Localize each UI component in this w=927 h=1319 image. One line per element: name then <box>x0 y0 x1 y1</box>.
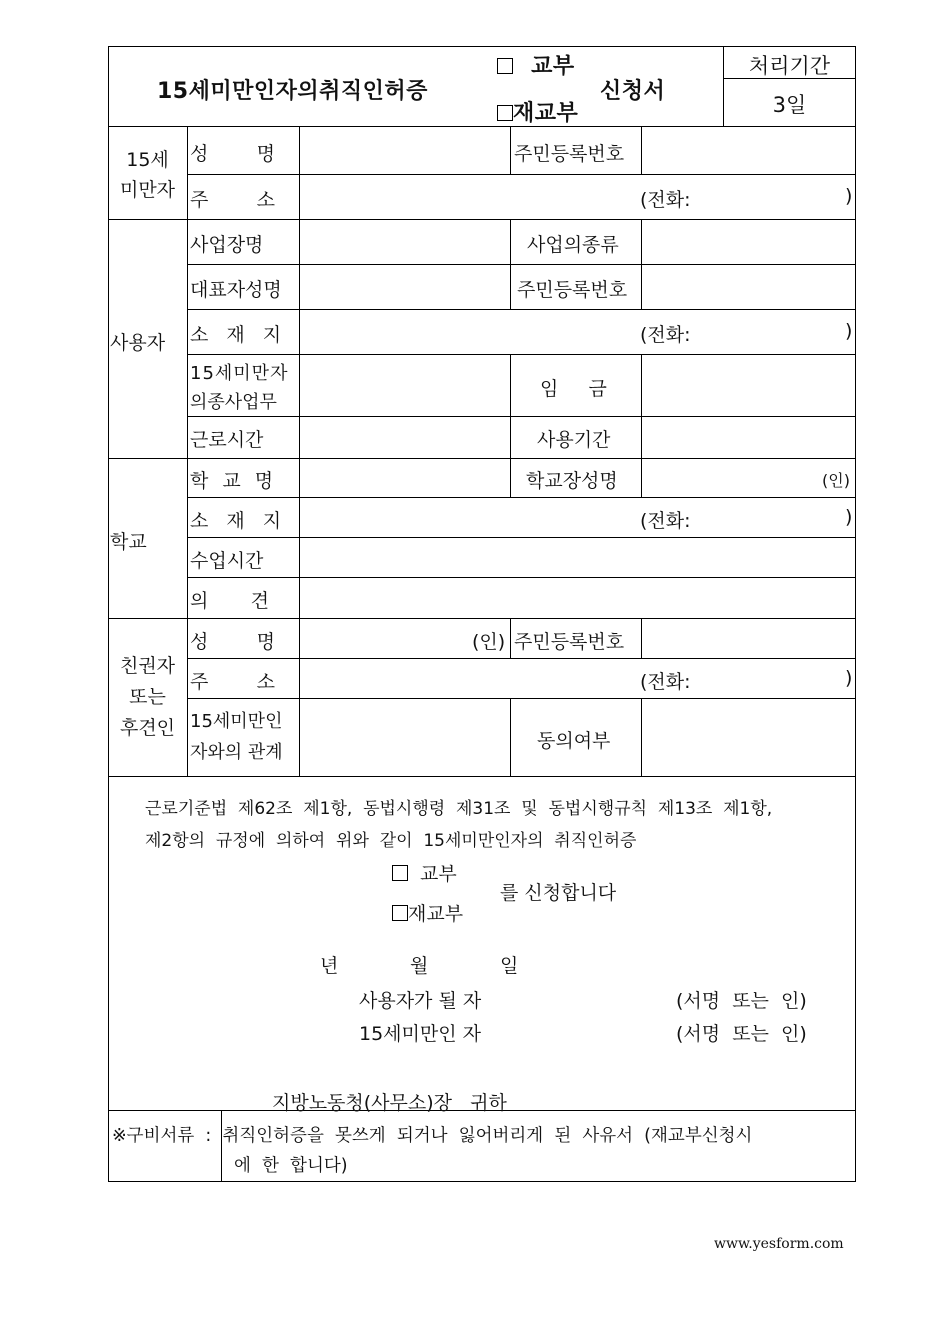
guardian-name-label: 성 명 <box>190 631 276 653</box>
form-title-suffix: 신청서 <box>600 79 666 104</box>
guardian-phone-label: (전화: <box>640 671 691 693</box>
guardian-group-line3: 후견인 <box>119 717 176 739</box>
employ-period-field[interactable] <box>642 417 855 457</box>
employer-location-field[interactable] <box>300 310 855 353</box>
employ-period-label: 사용기간 <box>537 429 611 451</box>
minor-group-line1: 15세 <box>126 149 169 171</box>
duty-field[interactable] <box>300 355 509 415</box>
minor-group-line2: 미만자 <box>119 179 176 201</box>
school-name-field[interactable] <box>300 459 509 496</box>
duty-label-line1: 15세미만자 <box>190 363 289 384</box>
guardian-group-line1: 친권자 <box>119 655 176 677</box>
divider <box>510 354 511 458</box>
note-line2: 에 한 합니다) <box>234 1156 348 1176</box>
statement-reissue-label: 재교부 <box>408 903 464 925</box>
guardian-seal-mark: (인) <box>472 631 506 653</box>
school-group-label: 학교 <box>110 531 147 553</box>
business-type-label: 사업의종류 <box>527 234 619 256</box>
signer-employer-label: 사용자가 될 자 <box>359 990 482 1012</box>
statement-line2: 제2항의 규정에 의하여 위와 같이 15세미만인자의 취직인허증 <box>145 831 637 851</box>
minor-phone-close: ) <box>845 185 853 207</box>
divider <box>510 126 511 174</box>
wage-label: 임 금 <box>540 378 607 400</box>
relation-label-line2: 자와의 관계 <box>190 742 283 763</box>
relation-field[interactable] <box>300 699 509 775</box>
employer-location-label: 소 재 지 <box>190 324 288 346</box>
statement-issue-checkbox[interactable] <box>392 865 408 881</box>
divider <box>510 458 511 497</box>
note-line1: ※구비서류 : 취직인허증을 못쓰게 되거나 잃어버리게 된 사유서 (재교부신청시 <box>112 1126 753 1146</box>
minor-group-label <box>108 145 187 205</box>
guardian-address-label: 주 소 <box>190 671 276 693</box>
wage-field[interactable] <box>642 355 855 415</box>
minor-name-field[interactable] <box>300 127 509 173</box>
duty-label-line2: 의종사업무 <box>190 392 277 413</box>
class-hours-field[interactable] <box>300 538 855 576</box>
issue-option[interactable] <box>497 49 575 80</box>
signer-employer-sign[interactable]: (서명 또는 인) <box>676 990 807 1012</box>
statement-issue-label: 교부 <box>420 863 457 885</box>
school-phone-close: ) <box>845 506 853 528</box>
minor-rrn-field[interactable] <box>642 127 855 173</box>
reissue-option[interactable] <box>497 96 578 127</box>
opinion-label: 의 견 <box>190 590 269 612</box>
minor-name-label: 성 명 <box>190 143 276 165</box>
minor-address-field[interactable] <box>300 175 855 218</box>
guardian-group-line2: 또는 <box>129 686 166 708</box>
guardian-phone-close: ) <box>845 667 853 689</box>
school-phone-label: (전화: <box>640 510 691 532</box>
employer-group-label: 사용자 <box>110 332 166 354</box>
class-hours-label: 수업시간 <box>190 550 264 572</box>
consent-label: 동의여부 <box>537 730 611 752</box>
issue-label: 교부 <box>531 54 575 79</box>
minor-address-label: 주 소 <box>190 189 276 211</box>
business-name-label: 사업장명 <box>190 234 264 256</box>
school-location-label: 소 재 지 <box>190 510 288 532</box>
school-name-label: 학 교 명 <box>190 470 278 492</box>
footer-site: www.yesform.com <box>714 1236 844 1252</box>
divider <box>510 219 511 309</box>
reissue-checkbox[interactable] <box>497 105 513 121</box>
minor-rrn-label: 주민등록번호 <box>514 143 625 165</box>
guardian-group-label <box>108 651 187 744</box>
consent-field[interactable] <box>642 699 855 775</box>
business-name-field[interactable] <box>300 220 509 263</box>
employer-phone-label: (전화: <box>640 324 691 346</box>
issue-checkbox[interactable] <box>497 58 513 74</box>
representative-name-label: 대표자성명 <box>190 279 282 301</box>
employer-phone-close: ) <box>845 320 853 342</box>
statement-reissue-checkbox[interactable] <box>392 905 408 921</box>
statement-apply: 를 신청합니다 <box>500 882 617 904</box>
signer-minor-sign[interactable]: (서명 또는 인) <box>676 1023 807 1045</box>
relation-label-line1: 15세미만인 <box>190 711 283 732</box>
statement-line1: 근로기준법 제62조 제1항, 동법시행령 제31조 및 동법시행규칙 제13조 제1항, <box>145 799 773 819</box>
statement-reissue-option[interactable] <box>392 899 463 926</box>
principal-seal-mark: (인) <box>822 471 850 490</box>
school-location-field[interactable] <box>300 498 855 536</box>
representative-name-field[interactable] <box>300 265 509 308</box>
date-month: 월 <box>410 955 429 977</box>
processing-period-label: 처리기간 <box>748 54 831 78</box>
guardian-rrn-field[interactable] <box>642 619 855 657</box>
addressee: 지방노동청(사무소)장 귀하 <box>272 1092 507 1114</box>
relation-label <box>190 706 283 768</box>
minor-phone-label: (전화: <box>640 189 691 211</box>
opinion-field[interactable] <box>300 578 855 617</box>
divider <box>510 618 511 658</box>
processing-period-value: 3일 <box>772 93 807 117</box>
date-year: 년 <box>320 955 339 977</box>
duty-label <box>190 359 288 417</box>
form-title: 15세미만인자의취직인허증 <box>157 79 428 104</box>
employer-rrn-field[interactable] <box>642 265 855 308</box>
principal-name-label: 학교장성명 <box>526 470 618 492</box>
statement-issue-option[interactable] <box>392 859 457 886</box>
divider <box>510 698 511 776</box>
guardian-address-field[interactable] <box>300 659 855 697</box>
divider <box>187 126 188 776</box>
reissue-label: 재교부 <box>513 101 579 126</box>
work-hours-field[interactable] <box>300 417 509 457</box>
divider <box>108 776 856 777</box>
guardian-rrn-label: 주민등록번호 <box>514 631 625 653</box>
employer-rrn-label: 주민등록번호 <box>517 279 628 301</box>
work-hours-label: 근로시간 <box>190 429 264 451</box>
signer-minor-label: 15세미만인 자 <box>359 1023 481 1045</box>
date-day: 일 <box>500 955 519 977</box>
business-type-field[interactable] <box>642 220 855 263</box>
